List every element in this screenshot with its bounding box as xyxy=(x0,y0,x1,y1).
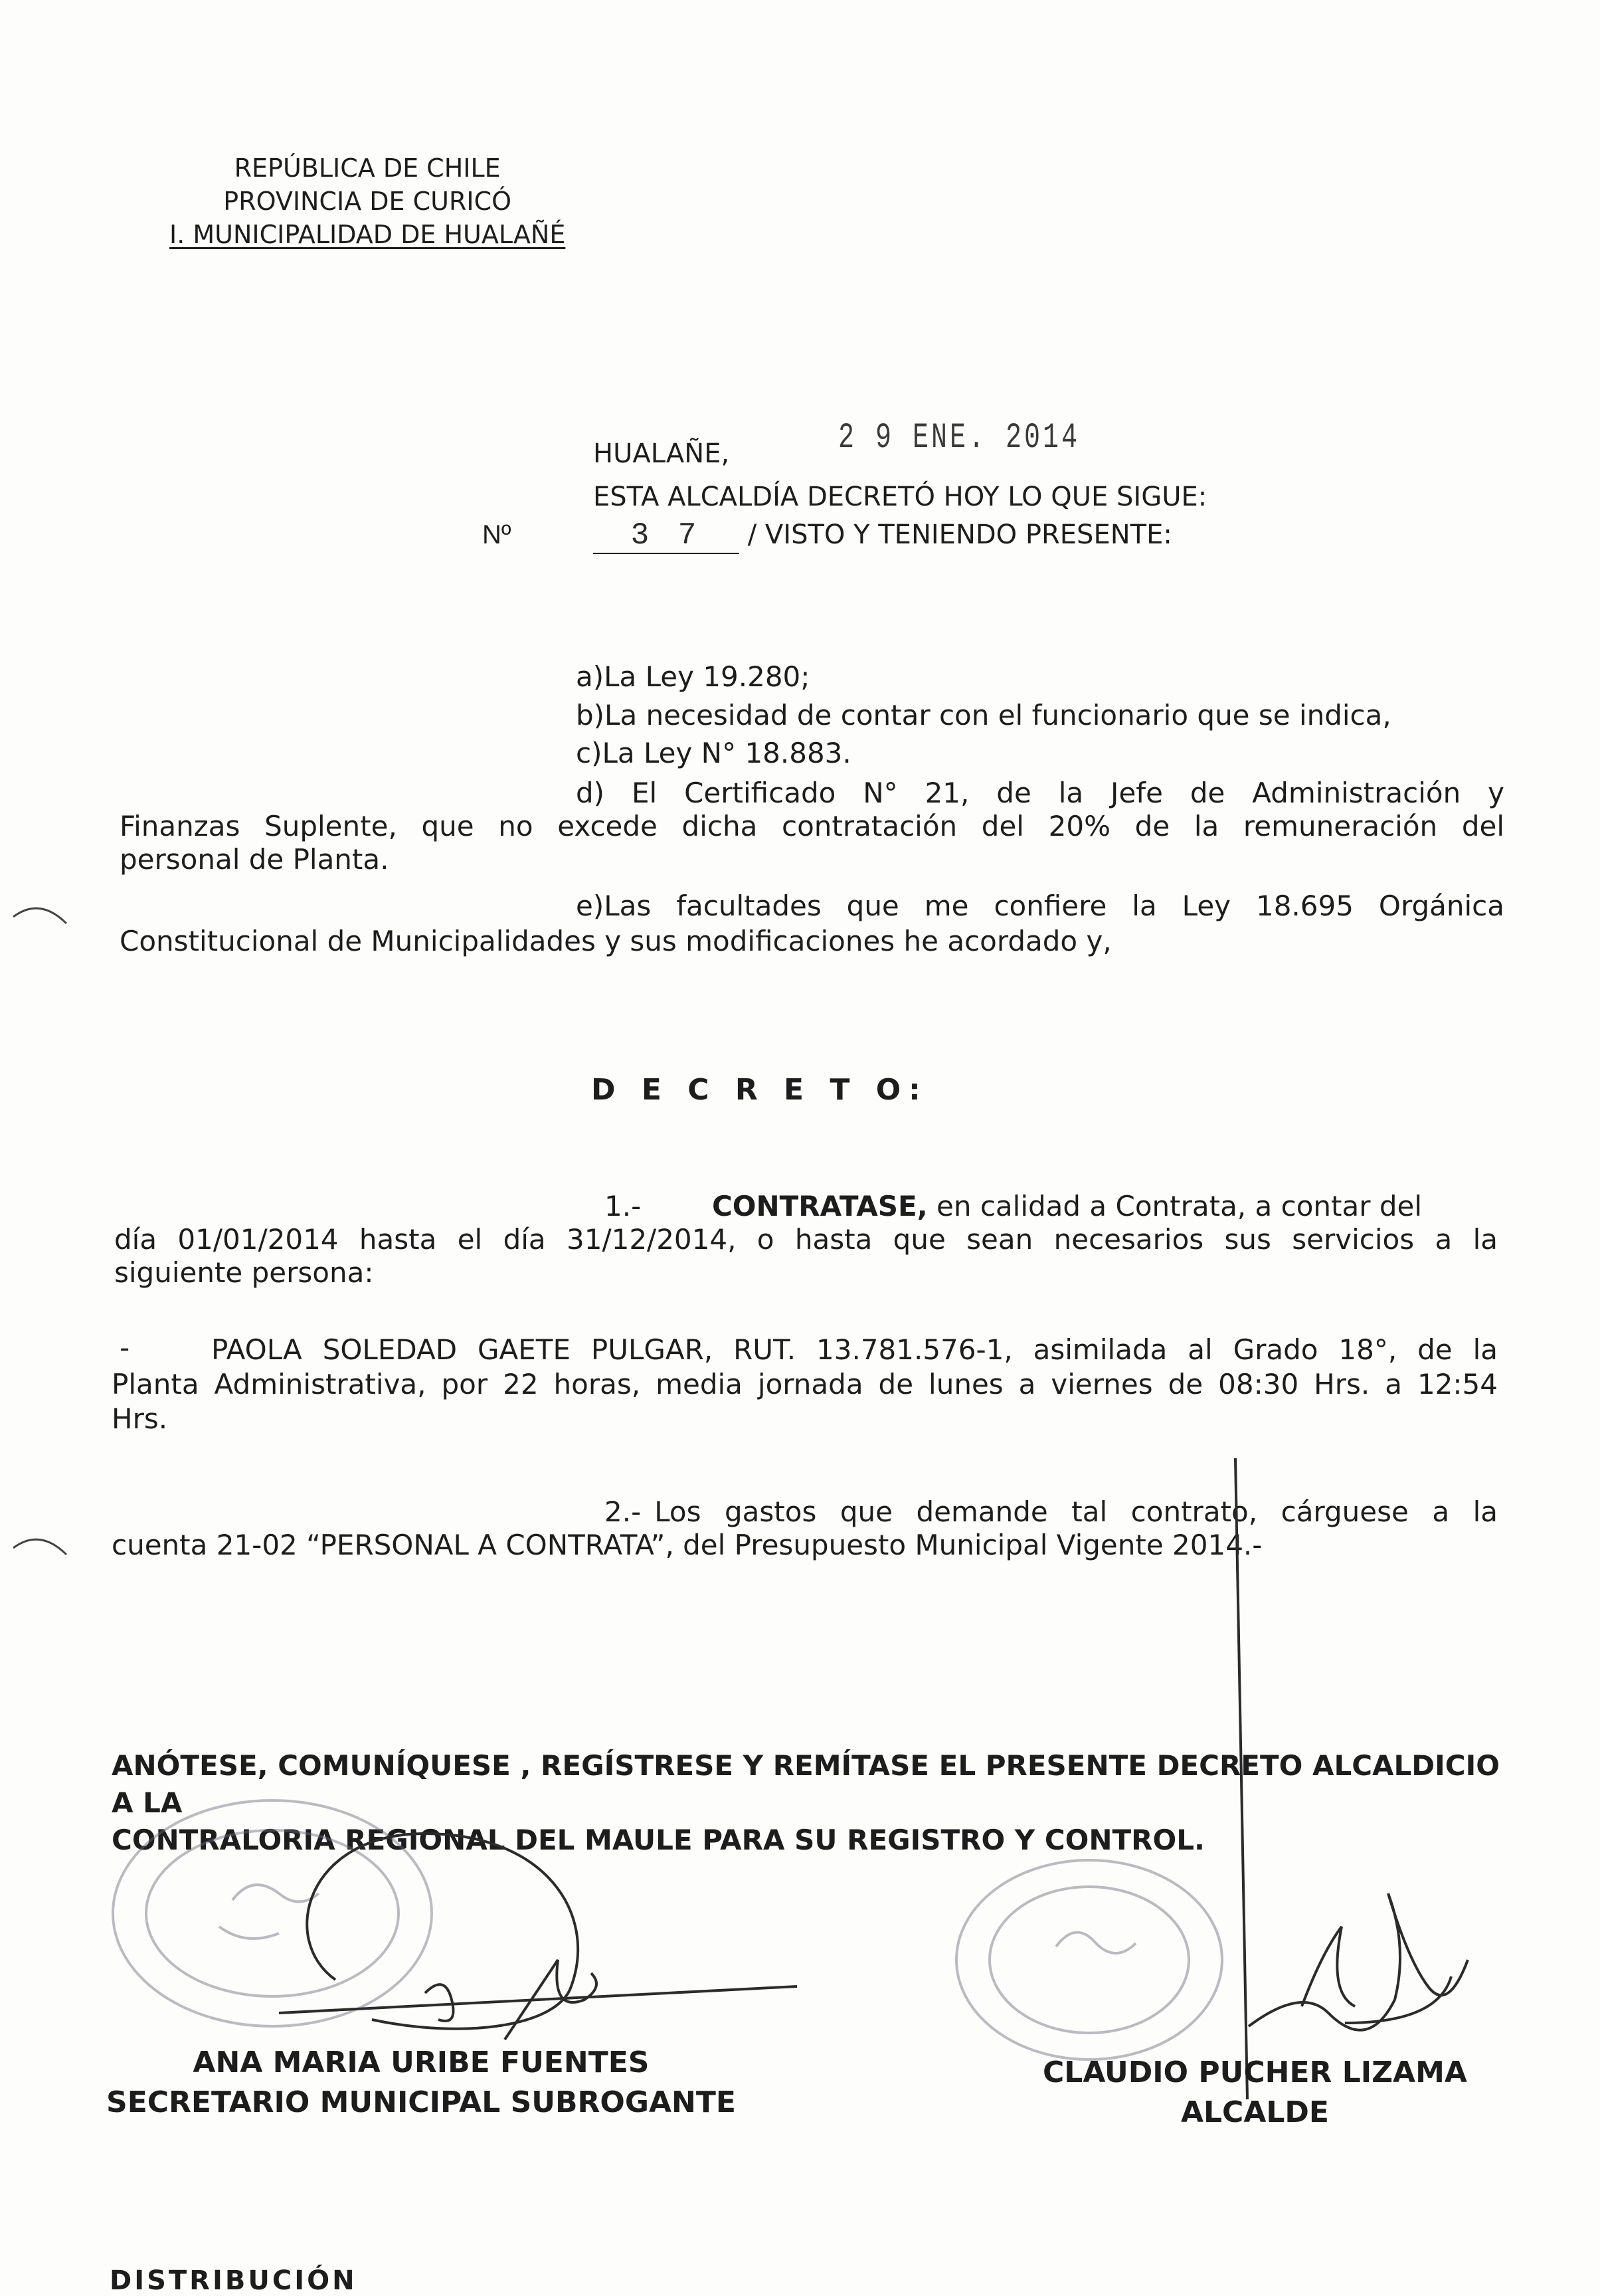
signatory-left-role: SECRETARIO MUNICIPAL SUBROGANTE xyxy=(106,2085,736,2119)
consideration-d-line1: d) El Certificado N° 21, de la Jefe de Administración y xyxy=(576,777,1504,809)
closing-line1: ANÓTESE, COMUNÍQUESE , REGÍSTRESE Y REMÍTASE EL PRESENTE DECRETO ALCALDICIO A LA xyxy=(112,1749,1500,1819)
article-2-line1-rest: Los gastos que demande tal contrato, cárguese a la xyxy=(654,1495,1498,1528)
decree-number-line xyxy=(593,518,1172,554)
consideration-a: a)La Ley 19.280; xyxy=(576,660,810,693)
article-1-line1 xyxy=(604,1191,1498,1222)
header-municipality: I. MUNICIPALIDAD DE HUALAÑÉ xyxy=(169,220,566,249)
article-1-line2: día 01/01/2014 hasta el día 31/12/2014, o hasta que sean necesarios sus servicios a la xyxy=(114,1223,1498,1256)
decreto-heading: D E C R E T O: xyxy=(591,1073,929,1107)
consideration-d-line2: Finanzas Suplente, que no excede dicha contratación del 20% de la remuneración del xyxy=(120,810,1504,842)
person-line1: PAOLA SOLEDAD GAETE PULGAR, RUT. 13.781.576-1, asimilada al Grado 18°, de la xyxy=(211,1333,1498,1366)
person-dash: - xyxy=(120,1331,130,1364)
article-1-line3: siguiente persona: xyxy=(114,1256,374,1289)
left-signature xyxy=(279,1834,797,2040)
article-1-keyword: CONTRATASE, xyxy=(711,1190,928,1222)
decree-number: 3 7 xyxy=(593,518,739,554)
document-header xyxy=(169,151,565,251)
closing-statement xyxy=(112,1747,1500,1859)
binder-marks xyxy=(13,908,66,1555)
article-2-line2: cuenta 21-02 “PERSONAL A CONTRATA”, del Presupuesto Municipal Vigente 2014.- xyxy=(112,1529,1263,1561)
visto-label: / VISTO Y TENIENDO PRESENTE: xyxy=(747,520,1172,550)
right-municipal-stamp xyxy=(956,1860,1222,2059)
consideration-e-line2: Constitucional de Municipalidades y sus modificaciones he acordado y, xyxy=(120,925,1112,957)
person-line2: Planta Administrativa, por 22 horas, media jornada de lunes a viernes de 08:30 Hrs. a 12:54 xyxy=(112,1368,1498,1400)
article-2-number: 2.- xyxy=(604,1495,642,1528)
decree-intro: ESTA ALCALDÍA DECRETÓ HOY LO QUE SIGUE: xyxy=(593,482,1207,512)
place-label: HUALAÑE, xyxy=(593,438,730,469)
signatory-right-role: ALCALDE xyxy=(1180,2095,1329,2129)
closing-line2: CONTRALORIA REGIONAL DEL MAULE PARA SU REGISTRO Y CONTROL. xyxy=(112,1824,1205,1856)
signatory-left xyxy=(106,2043,736,2123)
signatory-right xyxy=(1043,2053,1467,2133)
article-1-line1-rest: en calidad a Contrata, a contar del xyxy=(936,1190,1422,1222)
header-country: REPÚBLICA DE CHILE xyxy=(234,153,501,183)
consideration-c: c)La Ley N° 18.883. xyxy=(576,737,851,769)
signatory-left-name: ANA MARIA URIBE FUENTES xyxy=(193,2046,650,2079)
consideration-d-line3: personal de Planta. xyxy=(120,843,389,876)
header-province: PROVINCIA DE CURICÓ xyxy=(223,187,512,216)
number-symbol: Nº xyxy=(482,520,511,549)
signatory-right-name: CLAUDIO PUCHER LIZAMA xyxy=(1043,2056,1467,2089)
consideration-b: b)La necesidad de contar con el funcionario que se indica, xyxy=(576,699,1391,731)
person-line3: Hrs. xyxy=(112,1402,168,1435)
consideration-e-line1: e)Las facultades que me confiere la Ley 18.695 Orgánica xyxy=(576,890,1504,922)
distribution-heading: DISTRIBUCIÓN xyxy=(110,2265,357,2296)
article-1-number: 1.- xyxy=(604,1190,642,1222)
article-2-line1 xyxy=(604,1496,1498,1528)
date-stamp: 2 9 ENE. 2014 xyxy=(838,419,1081,459)
